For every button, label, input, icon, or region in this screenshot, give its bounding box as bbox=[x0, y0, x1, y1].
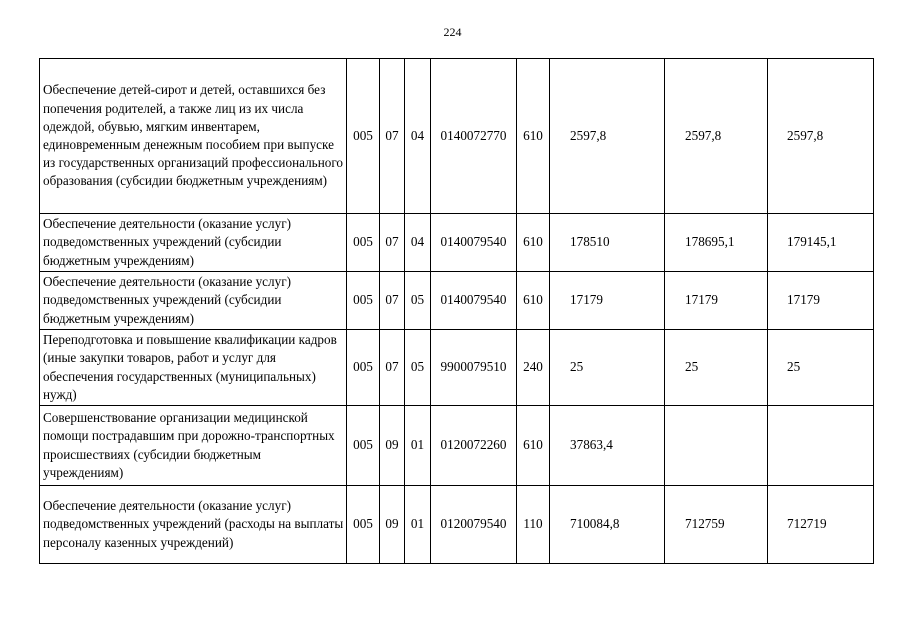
ministry-code: 005 bbox=[347, 59, 380, 214]
budget-table bbox=[39, 58, 874, 564]
amount-value: 178510 bbox=[570, 234, 610, 250]
row-description: Обеспечение деятельности (оказание услуг) подведомственных учреждений (расходы на выплаты персоналу казенных учреждений) bbox=[40, 486, 347, 564]
target-article-code: 0140072770 bbox=[431, 59, 517, 214]
amount-year-1 bbox=[550, 272, 665, 330]
amount-value: 37863,4 bbox=[570, 437, 613, 453]
amount-value: 712719 bbox=[787, 516, 827, 532]
subsection-code: 04 bbox=[405, 59, 431, 214]
amount-value: 25 bbox=[787, 359, 801, 375]
amount-year-2 bbox=[665, 486, 768, 564]
amount-year-3 bbox=[768, 214, 874, 272]
ministry-code: 005 bbox=[347, 214, 380, 272]
amount-year-2 bbox=[665, 214, 768, 272]
table-row bbox=[40, 272, 874, 330]
table-row bbox=[40, 406, 874, 486]
table-row bbox=[40, 214, 874, 272]
amount-value: 178695,1 bbox=[685, 234, 735, 250]
row-description: Переподготовка и повышение квалификации кадров (иные закупки товаров, работ и услуг для обеспечения государственных (муниципальных) нужд) bbox=[40, 330, 347, 406]
amount-value: 17179 bbox=[787, 292, 820, 308]
amount-year-1 bbox=[550, 330, 665, 406]
amount-year-2 bbox=[665, 330, 768, 406]
subsection-code: 01 bbox=[405, 406, 431, 486]
row-description: Обеспечение деятельности (оказание услуг) подведомственных учреждений (субсидии бюджетным учреждениям) bbox=[40, 272, 347, 330]
expense-type-code: 610 bbox=[517, 406, 550, 486]
table-row bbox=[40, 330, 874, 406]
expense-type-code: 610 bbox=[517, 59, 550, 214]
expense-type-code: 610 bbox=[517, 272, 550, 330]
section-code: 09 bbox=[380, 486, 405, 564]
amount-value: 2597,8 bbox=[685, 127, 722, 143]
amount-value: 2597,8 bbox=[787, 127, 824, 143]
amount-year-3 bbox=[768, 406, 874, 486]
subsection-code: 04 bbox=[405, 214, 431, 272]
target-article-code: 0140079540 bbox=[431, 214, 517, 272]
target-article-code: 0120079540 bbox=[431, 486, 517, 564]
subsection-code: 05 bbox=[405, 330, 431, 406]
amount-value: 179145,1 bbox=[787, 234, 837, 250]
amount-year-1 bbox=[550, 406, 665, 486]
amount-value: 710084,8 bbox=[570, 516, 620, 532]
section-code: 07 bbox=[380, 214, 405, 272]
section-code: 07 bbox=[380, 272, 405, 330]
amount-value: 25 bbox=[685, 359, 699, 375]
section-code: 07 bbox=[380, 330, 405, 406]
amount-year-3 bbox=[768, 486, 874, 564]
amount-value: 2597,8 bbox=[570, 127, 607, 143]
amount-year-3 bbox=[768, 59, 874, 214]
page-number: 224 bbox=[443, 25, 462, 39]
amount-value: 17179 bbox=[685, 292, 718, 308]
ministry-code: 005 bbox=[347, 330, 380, 406]
target-article-code: 9900079510 bbox=[431, 330, 517, 406]
amount-value: 25 bbox=[570, 359, 584, 375]
subsection-code: 05 bbox=[405, 272, 431, 330]
row-description: Совершенствование организации медицинской помощи пострадавшим при дорожно-транспортных происшествиях (субсидии бюджетным учреждениям) bbox=[40, 406, 347, 486]
amount-year-3 bbox=[768, 272, 874, 330]
target-article-code: 0140079540 bbox=[431, 272, 517, 330]
amount-year-2 bbox=[665, 272, 768, 330]
ministry-code: 005 bbox=[347, 486, 380, 564]
amount-year-1 bbox=[550, 486, 665, 564]
amount-year-1 bbox=[550, 59, 665, 214]
ministry-code: 005 bbox=[347, 406, 380, 486]
amount-value: 17179 bbox=[570, 292, 603, 308]
target-article-code: 0120072260 bbox=[431, 406, 517, 486]
subsection-code: 01 bbox=[405, 486, 431, 564]
table-row bbox=[40, 59, 874, 214]
section-code: 09 bbox=[380, 406, 405, 486]
amount-year-2 bbox=[665, 59, 768, 214]
amount-year-2 bbox=[665, 406, 768, 486]
table-row bbox=[40, 486, 874, 564]
row-description: Обеспечение деятельности (оказание услуг) подведомственных учреждений (субсидии бюджетным учреждениям) bbox=[40, 214, 347, 272]
amount-value: 712759 bbox=[685, 516, 725, 532]
expense-type-code: 110 bbox=[517, 486, 550, 564]
amount-year-1 bbox=[550, 214, 665, 272]
expense-type-code: 240 bbox=[517, 330, 550, 406]
expense-type-code: 610 bbox=[517, 214, 550, 272]
row-description: Обеспечение детей-сирот и детей, оставшихся без попечения родителей, а также лиц из их числа одеждой, обувью, мягким инвентарем, единовременным денежным пособием при выпуске из государственных организаций профессионального образования (субсидии бюджетным учреждениям) bbox=[40, 59, 347, 214]
section-code: 07 bbox=[380, 59, 405, 214]
ministry-code: 005 bbox=[347, 272, 380, 330]
amount-year-3 bbox=[768, 330, 874, 406]
